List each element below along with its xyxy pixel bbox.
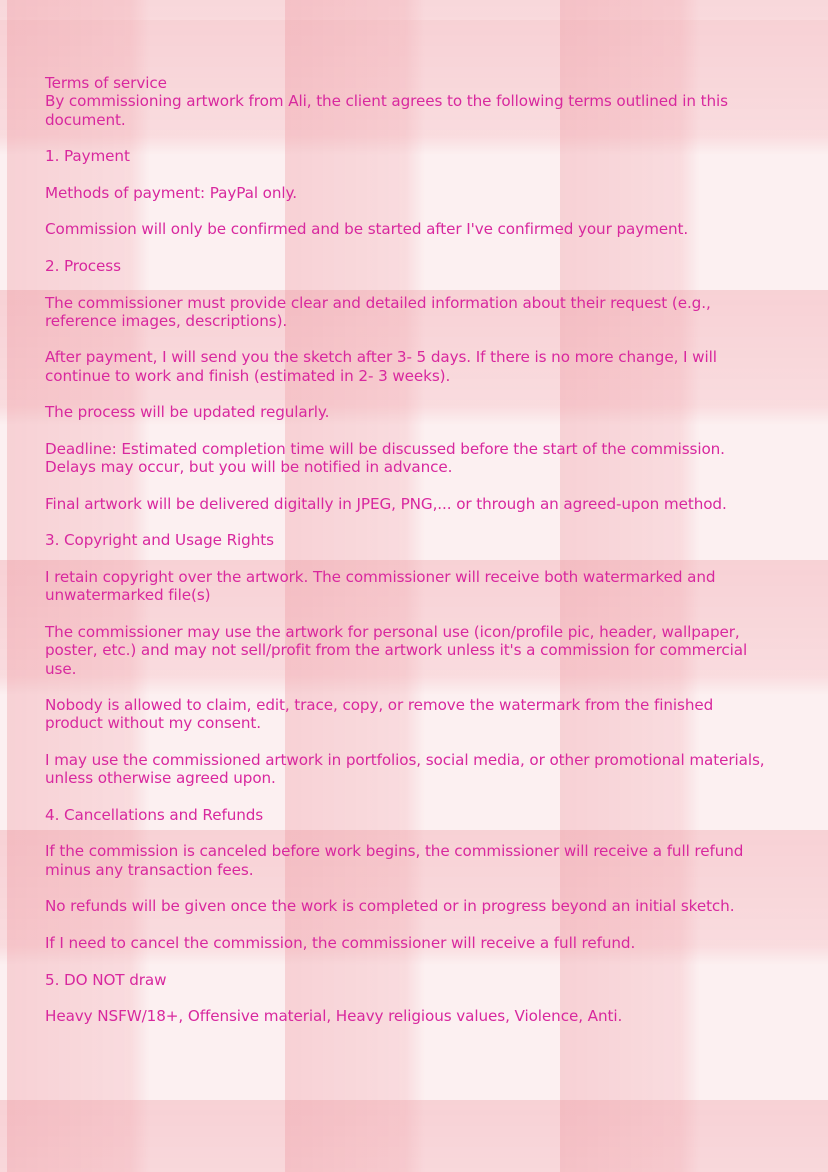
paragraph: I retain copyright over the artwork. The commissioner will receive both watermarked and unwatermarked file(s) (45, 568, 716, 605)
paragraph: If the commission is canceled before work begins, the commissioner will receive a full refund minus any transaction fees. (45, 842, 744, 879)
paragraph: The commissioner must provide clear and detailed information about their request (e.g., reference images, descriptions). (45, 293, 711, 330)
paragraph: I may use the commissioned artwork in portfolios, social media, or other promotional materials, unless otherwise agreed upon. (45, 750, 765, 788)
paragraph: Commission will only be confirmed and be started after I've confirmed your payment. (45, 220, 689, 239)
paragraph: Methods of payment: PayPal only. (45, 183, 297, 202)
section-heading-do-not-draw: 5. DO NOT draw (45, 970, 167, 989)
paragraph: No refunds will be given once the work is completed or in progress beyond an initial sketch. (45, 897, 735, 916)
paragraph: The commissioner may use the artwork for personal use (icon/profile pic, header, wallpaper, poster, etc.) and may not sell/profit from the artwork unless it's a commission for commercial use. (45, 622, 748, 678)
terms-document (45, 74, 775, 1044)
paragraph: Final artwork will be delivered digitally in JPEG, PNG,... or through an agreed-upon method. (45, 494, 727, 513)
paragraph: Deadline: Estimated completion time will be discussed before the start of the commission. Delays may occur, but you will be notified in advance. (45, 439, 725, 477)
paragraph: If I need to cancel the commission, the commissioner will receive a full refund. (45, 933, 636, 952)
section-heading-process: 2. Process (45, 256, 121, 275)
paragraph: Nobody is allowed to claim, edit, trace, copy, or remove the watermark from the finished product without my consent. (45, 696, 714, 733)
section-heading-cancellations: 4. Cancellations and Refunds (45, 805, 264, 824)
paragraph: The process will be updated regularly. (45, 403, 330, 422)
paragraph: After payment, I will send you the sketch after 3- 5 days. If there is no more change, I will continue to work and finish (estimated in 2- 3 weeks). (45, 348, 717, 385)
section-heading-copyright: 3. Copyright and Usage Rights (45, 531, 274, 550)
section-heading-payment: 1. Payment (45, 147, 130, 166)
paragraph: Heavy NSFW/18+, Offensive material, Heavy religious values, Violence, Anti. (45, 1007, 623, 1026)
document-title: Terms of service (45, 74, 167, 92)
document-intro: By commissioning artwork from Ali, the client agrees to the following terms outlined in this document. (45, 92, 728, 129)
